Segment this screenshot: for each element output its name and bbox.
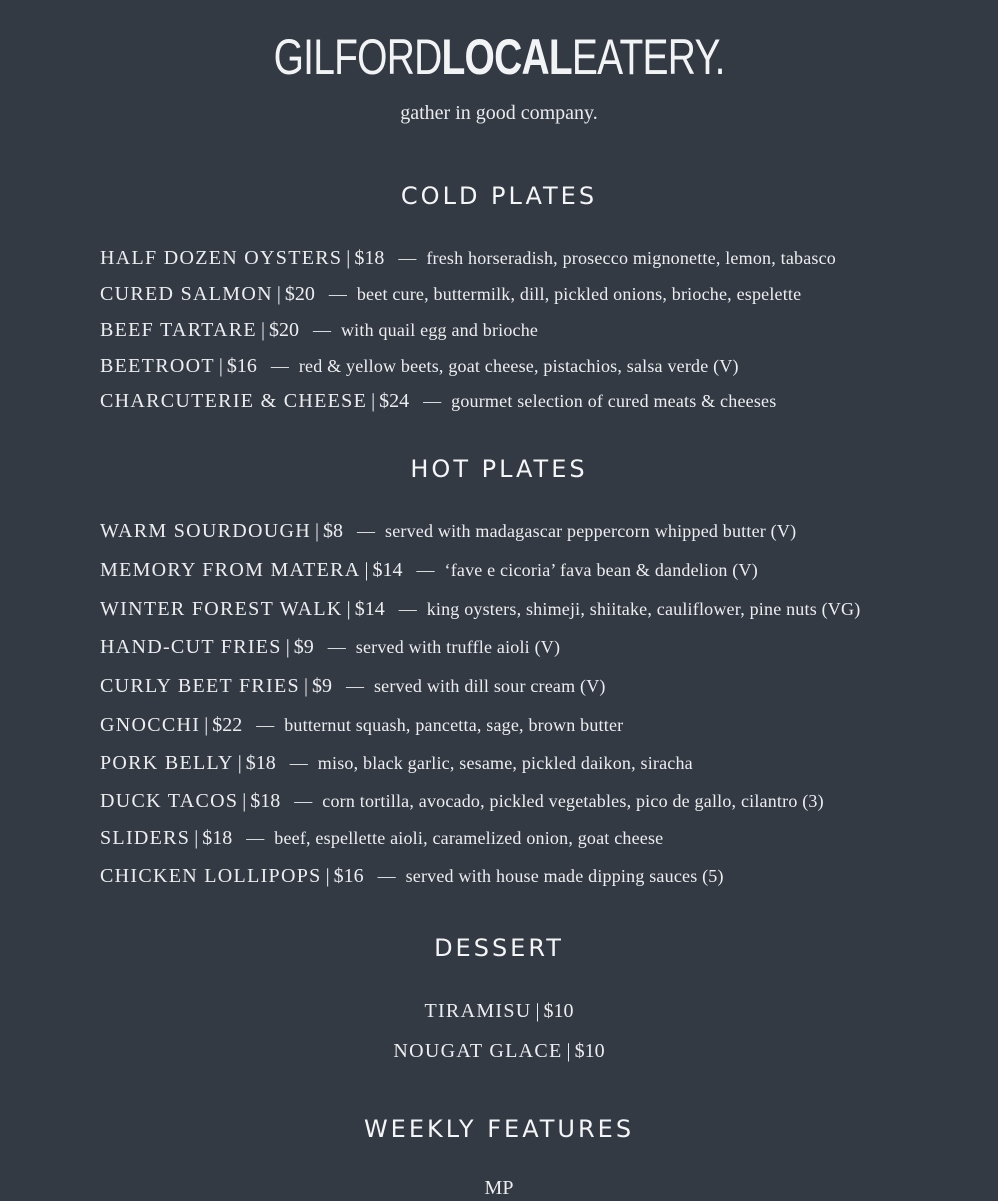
item-name: BEEF TARTARE <box>100 319 257 341</box>
item-price: $22 <box>212 714 243 736</box>
item-description: served with house made dipping sauces (5) <box>405 866 724 886</box>
item-name: WARM SOURDOUGH <box>100 520 311 542</box>
item-name: HAND-CUT FRIES <box>100 636 282 658</box>
section-title-hot-plates: HOT PLATES <box>410 455 588 483</box>
dessert-item <box>0 998 998 1024</box>
item-price: $10 <box>543 1000 574 1022</box>
item-dash: — <box>423 391 442 411</box>
item-description: ‘fave e cicoria’ fava bean & dandelion (V) <box>444 560 758 580</box>
item-description: beet cure, buttermilk, dill, pickled onions, brioche, espelette <box>356 284 802 304</box>
item-price: $24 <box>379 390 410 412</box>
menu-item <box>100 317 538 345</box>
item-separator: | <box>371 390 376 412</box>
item-name: SLIDERS <box>100 827 191 849</box>
item-price: $20 <box>268 319 299 341</box>
item-separator: | <box>303 675 308 697</box>
item-description: served with madagascar peppercorn whipped butter (V) <box>385 521 797 541</box>
item-description: served with truffle aioli (V) <box>355 637 561 657</box>
item-separator: | <box>315 520 320 542</box>
item-description: with quail egg and brioche <box>340 320 539 340</box>
item-description: red & yellow beets, goat cheese, pistachios, salsa verde (V) <box>298 356 739 376</box>
menu-item <box>100 673 606 701</box>
menu-item <box>100 825 663 853</box>
item-price: $8 <box>323 520 344 542</box>
item-name: TIRAMISU <box>424 1000 532 1022</box>
item-description: beef, espellette aioli, caramelized onion, goat cheese <box>274 828 664 848</box>
item-separator: | <box>218 355 223 377</box>
item-separator: | <box>276 283 281 305</box>
item-description: corn tortilla, avocado, pickled vegetables, pico de gallo, cilantro (3) <box>322 791 824 811</box>
item-name: MEMORY FROM MATERA <box>100 559 361 581</box>
menu-item <box>100 518 796 546</box>
item-dash: — <box>416 560 435 580</box>
menu-item <box>100 245 836 273</box>
item-name: HALF DOZEN OYSTERS <box>100 247 343 269</box>
item-price: $18 <box>245 752 276 774</box>
menu-item <box>100 750 693 778</box>
item-description: gourmet selection of cured meats & cheeses <box>451 391 777 411</box>
item-dash: — <box>328 284 347 304</box>
menu-item <box>100 388 776 416</box>
item-dash: — <box>270 356 289 376</box>
menu-item <box>100 353 739 381</box>
item-dash: — <box>312 320 331 340</box>
item-separator: | <box>566 1040 571 1062</box>
menu-item <box>100 788 824 816</box>
dessert-item <box>0 1038 998 1064</box>
item-dash: — <box>398 599 417 619</box>
item-separator: | <box>535 1000 540 1022</box>
item-separator: | <box>242 790 247 812</box>
item-name: CHARCUTERIE & CHEESE <box>100 390 368 412</box>
item-description: served with dill sour cream (V) <box>373 676 606 696</box>
item-dash: — <box>398 248 417 268</box>
item-name: WINTER FOREST WALK <box>100 598 343 620</box>
item-description: butternut squash, pancetta, sage, brown butter <box>284 715 624 735</box>
menu-item <box>100 863 724 891</box>
item-price: $18 <box>202 827 233 849</box>
item-description: miso, black garlic, sesame, pickled daikon, siracha <box>317 753 693 773</box>
weekly-features-note <box>0 1175 998 1201</box>
market-price-label: MP <box>484 1177 514 1199</box>
item-price: $9 <box>311 675 332 697</box>
item-separator: | <box>346 247 351 269</box>
section-title-weekly-features: WEEKLY FEATURES <box>363 1115 635 1143</box>
section-title-dessert: DESSERT <box>434 934 564 962</box>
item-separator: | <box>346 598 351 620</box>
item-price: $16 <box>226 355 257 377</box>
menu-item <box>100 712 623 740</box>
item-name: PORK BELLY <box>100 752 234 774</box>
item-dash: — <box>246 828 265 848</box>
item-dash: — <box>357 521 376 541</box>
item-dash: — <box>345 676 364 696</box>
menu-item <box>100 634 560 662</box>
brand-word-local: LOCAL <box>441 29 572 85</box>
item-price: $18 <box>250 790 281 812</box>
item-price: $9 <box>293 636 314 658</box>
item-separator: | <box>237 752 242 774</box>
item-price: $20 <box>284 283 315 305</box>
item-price: $14 <box>372 559 403 581</box>
tagline: gather in good company. <box>400 102 598 124</box>
item-separator: | <box>260 319 265 341</box>
item-name: DUCK TACOS <box>100 790 239 812</box>
item-description: fresh horseradish, prosecco mignonette, lemon, tabasco <box>426 248 836 268</box>
item-name: GNOCCHI <box>100 714 201 736</box>
item-price: $18 <box>354 247 385 269</box>
item-dash: — <box>294 791 313 811</box>
item-separator: | <box>194 827 199 849</box>
item-name: BEETROOT <box>100 355 215 377</box>
menu-item <box>100 557 758 585</box>
brand-word-eatery: EATERY. <box>571 29 725 85</box>
item-dash: — <box>289 753 308 773</box>
item-name: NOUGAT GLACE <box>393 1040 563 1062</box>
item-price: $10 <box>574 1040 605 1062</box>
item-dash: — <box>256 715 275 735</box>
restaurant-logo <box>0 26 998 88</box>
item-separator: | <box>325 865 330 887</box>
item-separator: | <box>285 636 290 658</box>
section-title-cold-plates: COLD PLATES <box>400 182 598 210</box>
item-separator: | <box>364 559 369 581</box>
item-price: $14 <box>354 598 385 620</box>
brand-word-gilford: GILFORD <box>273 29 442 85</box>
item-dash: — <box>327 637 346 657</box>
item-name: CHICKEN LOLLIPOPS <box>100 865 322 887</box>
item-price: $16 <box>333 865 364 887</box>
item-name: CURLY BEET FRIES <box>100 675 300 697</box>
item-separator: | <box>204 714 209 736</box>
menu-item <box>100 596 860 624</box>
item-description: king oysters, shimeji, shiitake, cauliflower, pine nuts (VG) <box>426 599 861 619</box>
menu-item <box>100 281 801 309</box>
item-name: CURED SALMON <box>100 283 273 305</box>
item-dash: — <box>377 866 396 886</box>
